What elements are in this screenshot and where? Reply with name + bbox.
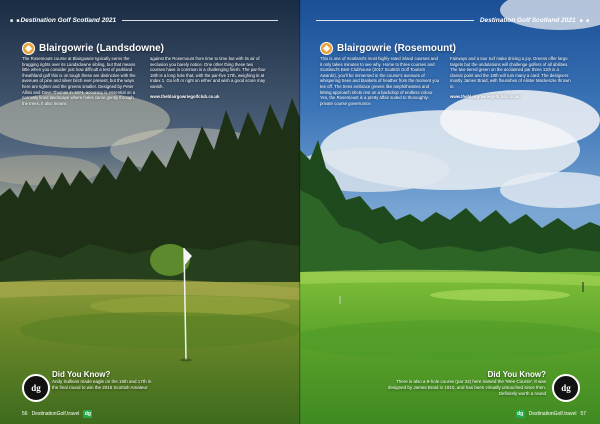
- header-bar-left: [10, 16, 284, 25]
- footer-brand-right: DestinationGolf.travel: [528, 411, 577, 417]
- footer-left: [22, 410, 92, 418]
- left-paragraph-1: The Rosemount course at Blairgowrie typically earns the bragging rights over its Landsdowne sibling, but that means little when you consider just how difficult a test of parkland /heathland golf this is on tough these are distinctive with the avenues of pine and silver birch ever present, but the ways here are tighter and the greens smaller. Designed by Peter Alliss and Dave Thomas in 1974, accuracy is essential on a narrowly lined landscape where holes carve gently through the trees. It also means: [22, 56, 136, 106]
- did-you-know-right: [386, 370, 546, 397]
- right-paragraph-2: Fairways and a tour turf make driving a joy. Greens offer large targets but the undulations will challenge golfers of all abilities. The two-tiered green on the acclaimed par three 11th is a classic point and the 18th will ruin many a card. The designers mostly James Braid, with flourishes of Alister Mackenzie thrown in.: [450, 56, 571, 89]
- course-badge-icon: [320, 42, 333, 55]
- dg-mini-logo-right: dg: [517, 411, 524, 417]
- header-rule-left: [122, 20, 278, 21]
- right-paragraph-1: This is one of Scotland's most highly-rated inland courses and it only takes minutes to see why. Home to three courses and Scotland's Best Clubhouse (2017 Scottish Golf Tourism Awards), you'll be immersed in the course's avenues of whispering trees and blankets of heather from the moment you tee off. The trees embrace greens like amphitheatres and letting approach shots rest on a backdrop of endless colour. Yes, the Rosemount is a pretty affair suited to thoroughly-private course governance.: [320, 56, 440, 106]
- footer-brand-left: DestinationGolf.travel: [31, 411, 80, 417]
- left-heading-text: Blairgowrie (Landsdowne): [39, 43, 165, 54]
- header-rule-right: [316, 20, 474, 21]
- dg-mini-logo-left: dg: [84, 411, 91, 417]
- footer-right: [516, 410, 586, 418]
- header-dots-left: ■ ■: [10, 17, 21, 24]
- did-you-know-left: [52, 370, 152, 391]
- left-column-1: [22, 56, 140, 110]
- dg-logo-right-text: dg: [561, 383, 571, 393]
- page-number-right: 57: [580, 411, 586, 417]
- right-page: [300, 0, 600, 424]
- right-heading: [320, 42, 456, 55]
- left-paragraph-2: against the Rosemount from time to time but with its air of seclusion you barely notice. One other thing these two courses have in common is a challenging finish. The par-four 18th is a long hole that, with the par-five 17th, weighing in at Index 1. Go left or right on either and wish a good score may vanish.: [150, 56, 266, 89]
- dg-logo-left-text: dg: [31, 383, 41, 393]
- header-bar-right: [310, 16, 590, 25]
- spine-gutter: [299, 0, 301, 424]
- right-heading-text: Blairgowrie (Rosemount): [337, 43, 456, 54]
- header-dots-right: ■ ■: [579, 17, 590, 24]
- left-heading: [22, 42, 164, 55]
- page-number-left: 56: [22, 411, 28, 417]
- dg-logo-right: [552, 374, 580, 402]
- left-column-2: [150, 56, 268, 103]
- right-column-2: [450, 56, 572, 103]
- course-badge-icon: [22, 42, 35, 55]
- did-you-know-right-text: There is also a 9-hole course (par 32) here named the 'Wee Course'. It was designed by James Braid in 1910, and has been virtually untouched since then. Definitely worth a round: [387, 379, 546, 396]
- did-you-know-left-title: Did You Know?: [52, 370, 111, 379]
- did-you-know-right-title: Did You Know?: [487, 370, 546, 379]
- right-column-1: [320, 56, 440, 110]
- dg-logo-left: [22, 374, 50, 402]
- header-title-right: Destination Golf Scotland 2021: [479, 17, 576, 24]
- right-website-link[interactable]: www.theblairgowriegolfclub.co.uk: [450, 93, 520, 99]
- left-website-link[interactable]: www.theblairgowriegolfclub.co.uk: [150, 93, 220, 99]
- did-you-know-left-text: Andy Sullivan made eagle on the 15th and 17th in the final round to win the 2015 Scottish Amateur: [52, 379, 152, 390]
- header-title-left: Destination Golf Scotland 2021: [20, 17, 117, 24]
